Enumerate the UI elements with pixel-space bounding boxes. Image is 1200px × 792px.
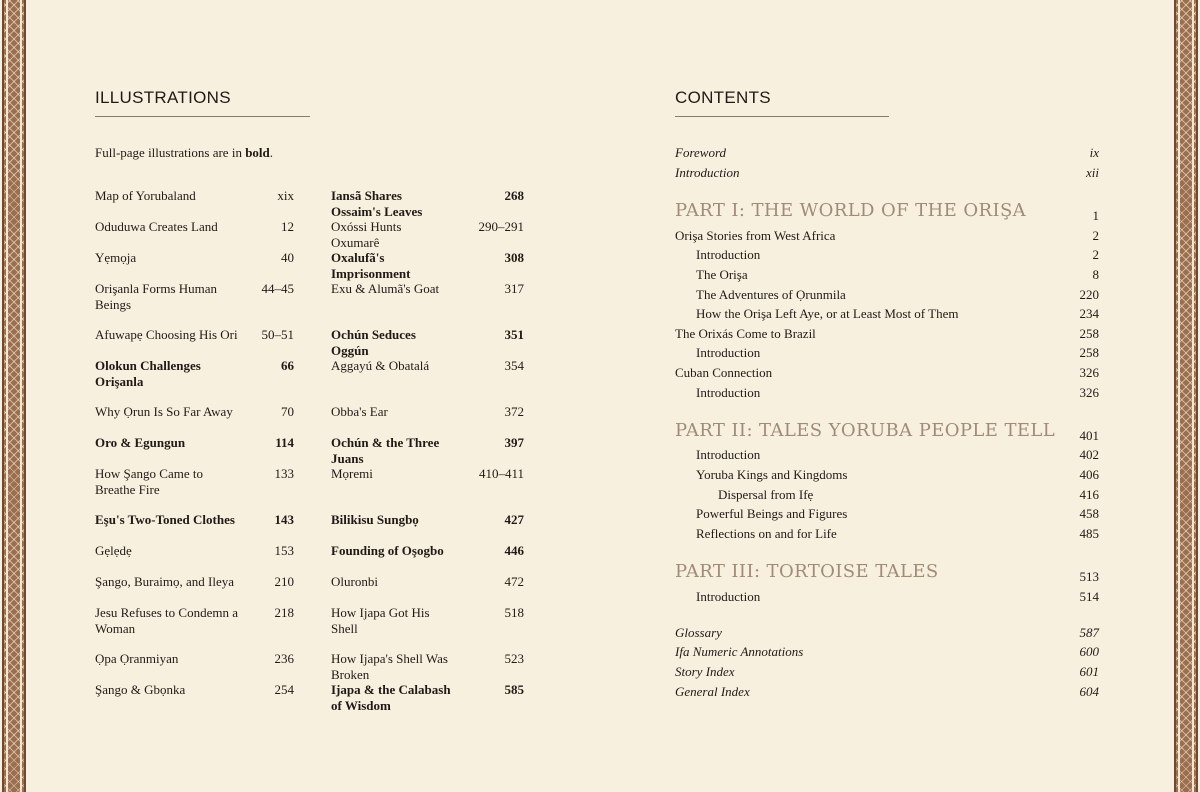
toc-entry [675, 467, 1099, 483]
illustration-page: 518 [504, 605, 524, 620]
toc-entry [675, 487, 1099, 503]
illustration-entry [95, 466, 294, 498]
illustration-entry [331, 404, 524, 420]
toc-entry-title: Introduction [696, 589, 761, 604]
toc-entry [675, 326, 1099, 342]
note-text-before: Full-page illustrations are in [95, 145, 246, 160]
toc-entry-page: 601 [1079, 664, 1099, 679]
toc-entry [675, 306, 1099, 322]
toc-entry [675, 267, 1099, 283]
toc-entry-page: 1 [1092, 208, 1099, 223]
illustration-title: Obba's Ear [331, 404, 388, 419]
toc-entry-title: PART II: TALES YORUBA PEOPLE TELL [675, 420, 1056, 441]
illustration-page: 236 [274, 651, 294, 666]
illustration-page: 44–45 [261, 281, 294, 296]
toc-entry [675, 365, 1099, 381]
illustration-title: Exu & Alumã's Goat [331, 281, 440, 296]
illustration-page: 523 [504, 651, 524, 666]
toc-entry [675, 247, 1099, 263]
illustrations-rule [95, 116, 310, 117]
toc-entry-page: 587 [1079, 625, 1099, 640]
toc-entry-title: Foreword [675, 145, 727, 160]
toc-part-heading [675, 420, 1099, 444]
contents-rule [675, 116, 889, 117]
toc-entry [675, 145, 1099, 161]
illustration-title: Ochún & the Three Juans [331, 435, 440, 466]
toc-entry-page: 485 [1079, 526, 1099, 541]
toc-entry-title: Introduction [696, 447, 761, 462]
illustration-page: 446 [504, 543, 524, 558]
toc-entry-page: ix [1089, 145, 1099, 160]
illustration-page: 143 [274, 512, 294, 527]
illustration-entry [95, 327, 294, 343]
illustration-entry [331, 574, 524, 590]
illustration-page: 12 [281, 219, 294, 234]
toc-entry [675, 447, 1099, 463]
toc-entry [675, 526, 1099, 542]
illustration-title: Founding of Oşogbo [331, 543, 444, 558]
illustration-title: Bilikisu Sungbọ [331, 512, 419, 527]
illustration-page: 354 [504, 358, 524, 373]
illustration-page: 70 [281, 404, 294, 419]
illustration-title: How Ijapa Got His Shell [331, 605, 430, 636]
toc-entry-page: 220 [1079, 287, 1099, 302]
toc-entry-page: 258 [1079, 345, 1099, 360]
illustration-entry [95, 281, 294, 313]
toc-entry-page: 402 [1079, 447, 1099, 462]
toc-entry [675, 664, 1099, 680]
illustration-entry [331, 466, 524, 482]
illustration-page: xix [277, 188, 294, 203]
toc-entry-page: 406 [1079, 467, 1099, 482]
toc-entry-title: General Index [675, 684, 750, 699]
illustration-page: 472 [504, 574, 524, 589]
illustration-title: Iansã Shares Ossaim's Leaves [331, 188, 423, 219]
toc-entry [675, 644, 1099, 660]
illustration-title: Oxalufã's Imprisonment [331, 250, 411, 281]
illustration-entry [331, 327, 524, 359]
illustration-title: Yẹmọja [95, 250, 137, 265]
toc-entry-page: 258 [1079, 326, 1099, 341]
toc-entry-title: PART III: TORTOISE TALES [675, 561, 939, 582]
contents-heading: CONTENTS [675, 88, 771, 107]
illustration-page: 308 [504, 250, 524, 265]
toc-entry-page: 514 [1079, 589, 1099, 604]
illustration-title: Jesu Refuses to Condemn a Woman [95, 605, 238, 636]
toc-entry [675, 385, 1099, 401]
illustration-title: Mọremi [331, 466, 373, 481]
toc-entry-title: Introduction [696, 247, 761, 262]
toc-entry-page: 416 [1079, 487, 1099, 502]
toc-entry-page: 401 [1079, 428, 1099, 443]
toc-entry-title: Dispersal from Ifẹ [718, 487, 814, 502]
toc-entry-title: Orişa Stories from West Africa [675, 228, 836, 243]
illustrations-heading: ILLUSTRATIONS [95, 88, 231, 107]
illustration-page: 268 [504, 188, 524, 203]
illustration-title: Why Ọrun Is So Far Away [95, 404, 233, 419]
toc-entry-page: 326 [1079, 385, 1099, 400]
illustration-entry [331, 682, 524, 714]
decorative-border-right [1174, 0, 1198, 792]
illustration-entry [95, 543, 294, 559]
toc-entry-title: Introduction [696, 385, 761, 400]
illustration-entry [95, 605, 294, 637]
illustration-entry [95, 250, 294, 266]
illustration-entry [95, 219, 294, 235]
toc-entry-page: 326 [1079, 365, 1099, 380]
toc-entry-page: 604 [1079, 684, 1099, 699]
illustration-title: Eşu's Two-Toned Clothes [95, 512, 235, 527]
illustration-entry [95, 651, 294, 667]
illustrations-note [95, 145, 273, 161]
illustration-page: 153 [274, 543, 294, 558]
toc-entry-title: Cuban Connection [675, 365, 773, 380]
illustration-entry [331, 543, 524, 559]
toc-entry [675, 625, 1099, 641]
toc-entry [675, 684, 1099, 700]
toc-entry-title: Introduction [675, 165, 740, 180]
note-text-bold: bold [245, 145, 270, 160]
illustration-entry [95, 682, 294, 698]
illustration-page: 66 [281, 358, 294, 373]
toc-entry-title: The Orişa [696, 267, 748, 282]
illustration-title: Oluronbi [331, 574, 378, 589]
illustration-entry [95, 435, 294, 451]
toc-entry [675, 345, 1099, 361]
illustration-entry [95, 512, 294, 528]
illustration-entry [331, 281, 524, 297]
illustration-title: Olokun Challenges Orişanla [95, 358, 201, 389]
illustration-page: 210 [274, 574, 294, 589]
illustration-page: 50–51 [261, 327, 294, 342]
illustration-title: Şango, Buraimọ, and Ileya [95, 574, 234, 589]
illustration-page: 114 [275, 435, 294, 450]
illustration-page: 218 [274, 605, 294, 620]
note-text-after: . [269, 145, 274, 160]
illustration-title: Ọpa Ọranmiyan [95, 651, 179, 666]
toc-entry-title: How the Orişa Left Aye, or at Least Most of Them [696, 306, 959, 321]
illustration-title: How Ijapa's Shell Was Broken [331, 651, 448, 682]
toc-entry-page: 513 [1079, 569, 1099, 584]
illustration-page: 254 [274, 682, 294, 697]
illustration-title: How Şango Came to Breathe Fire [95, 466, 203, 497]
illustration-page: 351 [504, 327, 524, 342]
toc-entry-title: The Adventures of Ọrunmila [696, 287, 846, 302]
illustration-title: Oro & Egungun [95, 435, 186, 450]
decorative-border-left [2, 0, 26, 792]
toc-part-heading [675, 200, 1099, 224]
illustration-page: 317 [504, 281, 524, 296]
toc-entry-title: Powerful Beings and Figures [696, 506, 848, 521]
toc-entry-title: Story Index [675, 664, 735, 679]
illustration-entry [95, 358, 294, 390]
toc-entry-title: Ifa Numeric Annotations [675, 644, 804, 659]
illustration-title: Map of Yorubaland [95, 188, 196, 203]
toc-entry-page: 2 [1092, 228, 1099, 243]
toc-entry-title: Yoruba Kings and Kingdoms [696, 467, 848, 482]
illustration-entry [331, 435, 524, 467]
toc-entry-page: 458 [1079, 506, 1099, 521]
illustration-title: Orişanla Forms Human Beings [95, 281, 218, 312]
illustration-title: Aggayú & Obatalá [331, 358, 430, 373]
toc-entry-title: PART I: THE WORLD OF THE ORIŞA [675, 200, 1027, 221]
illustration-entry [331, 358, 524, 374]
illustration-page: 410–411 [478, 466, 524, 481]
illustration-title: Afuwapẹ Choosing His Ori [95, 327, 238, 342]
illustration-entry [95, 404, 294, 420]
illustration-page: 290–291 [478, 219, 524, 234]
illustration-title: Ijapa & the Calabash of Wisdom [331, 682, 451, 713]
toc-entry-title: Reflections on and for Life [696, 526, 837, 541]
illustration-page: 133 [274, 466, 294, 481]
toc-part-heading [675, 561, 1099, 585]
toc-entry-page: 2 [1092, 247, 1099, 262]
illustration-page: 397 [504, 435, 524, 450]
illustration-entry [331, 512, 524, 528]
toc-entry [675, 287, 1099, 303]
toc-entry-page: 8 [1092, 267, 1099, 282]
illustration-entry [331, 219, 524, 251]
toc-entry-title: Glossary [675, 625, 722, 640]
illustration-page: 40 [281, 250, 294, 265]
toc-entry-title: The Orixás Come to Brazil [675, 326, 816, 341]
illustration-entry [331, 250, 524, 282]
illustration-page: 585 [504, 682, 524, 697]
illustration-entry [95, 574, 294, 590]
toc-entry-page: 600 [1079, 644, 1099, 659]
illustration-entry [331, 651, 524, 683]
illustration-entry [331, 605, 524, 637]
illustration-entry [95, 188, 294, 204]
illustration-title: Oduduwa Creates Land [95, 219, 218, 234]
toc-entry-title: Introduction [696, 345, 761, 360]
toc-entry [675, 165, 1099, 181]
toc-entry [675, 506, 1099, 522]
illustration-title: Oxóssi Hunts Oxumarê [331, 219, 402, 250]
illustration-title: Şango & Gbọnka [95, 682, 186, 697]
illustration-title: Ochún Seduces Oggún [331, 327, 416, 358]
toc-entry-page: xii [1086, 165, 1099, 180]
illustration-page: 372 [504, 404, 524, 419]
toc-entry [675, 228, 1099, 244]
illustration-title: Gẹlẹdẹ [95, 543, 132, 558]
toc-entry-page: 234 [1079, 306, 1099, 321]
illustration-entry [331, 188, 524, 220]
illustration-page: 427 [504, 512, 524, 527]
toc-entry [675, 589, 1099, 605]
